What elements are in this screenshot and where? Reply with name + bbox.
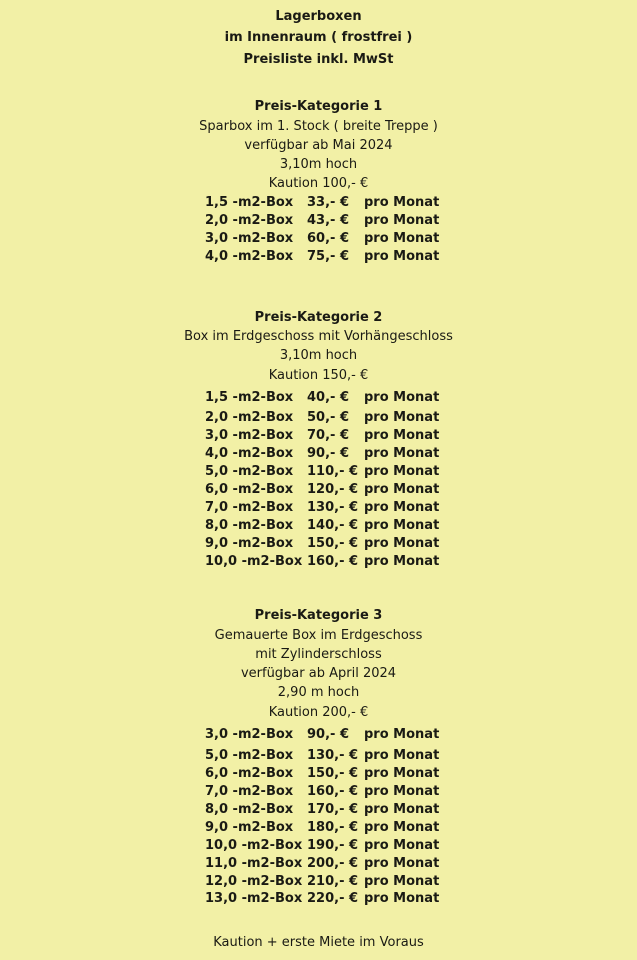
- box-size: 3,0 -m2-Box: [205, 231, 294, 246]
- category-1-heading: Preis-Kategorie 1: [254, 99, 383, 114]
- footer-note: Kaution + erste Miete im Voraus: [213, 935, 424, 950]
- box-price: 60,- €: [307, 231, 349, 246]
- box-price: 160,- €: [307, 784, 359, 799]
- price-period: pro Monat: [364, 536, 440, 551]
- price-row: [0, 481, 637, 499]
- box-size: 12,0 -m2-Box: [205, 874, 303, 889]
- price-period: pro Monat: [364, 500, 440, 515]
- price-row: [0, 194, 637, 212]
- box-size: 1,5 -m2-Box: [205, 195, 294, 210]
- price-period: pro Monat: [364, 195, 440, 210]
- price-row: [0, 765, 637, 783]
- category-3-detail: 2,90 m hoch: [277, 685, 360, 700]
- box-price: 150,- €: [307, 536, 359, 551]
- box-size: 2,0 -m2-Box: [205, 410, 294, 425]
- price-row: [0, 890, 637, 908]
- box-price: 90,- €: [307, 446, 349, 461]
- box-size: 4,0 -m2-Box: [205, 446, 294, 461]
- price-row: [0, 783, 637, 801]
- box-size: 10,0 -m2-Box: [205, 554, 303, 569]
- box-size: 9,0 -m2-Box: [205, 536, 294, 551]
- category-2-heading: Preis-Kategorie 2: [254, 310, 383, 325]
- price-period: pro Monat: [364, 727, 440, 742]
- box-price: 140,- €: [307, 518, 359, 533]
- price-period: pro Monat: [364, 802, 440, 817]
- box-price: 220,- €: [307, 891, 359, 906]
- box-size: 3,0 -m2-Box: [205, 428, 294, 443]
- price-period: pro Monat: [364, 231, 440, 246]
- box-size: 4,0 -m2-Box: [205, 249, 294, 264]
- category-1-detail: Sparbox im 1. Stock ( breite Treppe ): [199, 119, 438, 134]
- title: Lagerboxen: [275, 9, 362, 24]
- box-price: 130,- €: [307, 748, 359, 763]
- price-period: pro Monat: [364, 748, 440, 763]
- price-row: [0, 747, 637, 765]
- box-price: 33,- €: [307, 195, 349, 210]
- box-price: 170,- €: [307, 802, 359, 817]
- price-row: [0, 819, 637, 837]
- box-price: 90,- €: [307, 727, 349, 742]
- price-row: [0, 517, 637, 535]
- box-price: 130,- €: [307, 500, 359, 515]
- box-size: 13,0 -m2-Box: [205, 891, 303, 906]
- category-2-detail: 3,10m hoch: [279, 348, 358, 363]
- box-size: 7,0 -m2-Box: [205, 784, 294, 799]
- price-period: pro Monat: [364, 428, 440, 443]
- price-row: [0, 801, 637, 819]
- box-size: 5,0 -m2-Box: [205, 748, 294, 763]
- price-row: [0, 553, 637, 571]
- box-price: 150,- €: [307, 766, 359, 781]
- price-period: pro Monat: [364, 249, 440, 264]
- category-3-detail: mit Zylinderschloss: [255, 647, 382, 662]
- box-size: 3,0 -m2-Box: [205, 727, 294, 742]
- price-period: pro Monat: [364, 213, 440, 228]
- box-size: 6,0 -m2-Box: [205, 482, 294, 497]
- box-price: 200,- €: [307, 856, 359, 871]
- price-row: [0, 535, 637, 553]
- category-1-detail: 3,10m hoch: [279, 157, 358, 172]
- box-price: 70,- €: [307, 428, 349, 443]
- price-row: [0, 248, 637, 266]
- box-size: 9,0 -m2-Box: [205, 820, 294, 835]
- box-size: 7,0 -m2-Box: [205, 500, 294, 515]
- price-row: [0, 855, 637, 873]
- price-row: [0, 409, 637, 427]
- price-note: Preisliste inkl. MwSt: [243, 52, 394, 67]
- price-period: pro Monat: [364, 464, 440, 479]
- box-price: 160,- €: [307, 554, 359, 569]
- box-price: 190,- €: [307, 838, 359, 853]
- box-size: 1,5 -m2-Box: [205, 390, 294, 405]
- box-size: 10,0 -m2-Box: [205, 838, 303, 853]
- box-price: 180,- €: [307, 820, 359, 835]
- box-size: 11,0 -m2-Box: [205, 856, 303, 871]
- price-period: pro Monat: [364, 446, 440, 461]
- price-period: pro Monat: [364, 390, 440, 405]
- price-period: pro Monat: [364, 820, 440, 835]
- price-row: [0, 463, 637, 481]
- price-period: pro Monat: [364, 874, 440, 889]
- price-period: pro Monat: [364, 766, 440, 781]
- box-price: 120,- €: [307, 482, 359, 497]
- category-3-deposit: Kaution 200,- €: [268, 705, 369, 720]
- category-3-detail: Gemauerte Box im Erdgeschoss: [214, 628, 423, 643]
- price-row: [0, 445, 637, 463]
- subtitle: im Innenraum ( frostfrei ): [224, 30, 413, 45]
- price-row: [0, 499, 637, 517]
- category-2-deposit: Kaution 150,- €: [268, 368, 369, 383]
- price-period: pro Monat: [364, 518, 440, 533]
- price-row: [0, 837, 637, 855]
- price-period: pro Monat: [364, 410, 440, 425]
- category-2-detail: Box im Erdgeschoss mit Vorhängeschloss: [184, 329, 453, 344]
- price-period: pro Monat: [364, 482, 440, 497]
- price-row: [0, 230, 637, 248]
- category-1-deposit: Kaution 100,- €: [268, 176, 369, 191]
- box-size: 5,0 -m2-Box: [205, 464, 294, 479]
- box-size: 2,0 -m2-Box: [205, 213, 294, 228]
- price-row: [0, 873, 637, 891]
- box-size: 8,0 -m2-Box: [205, 518, 294, 533]
- price-row: [0, 427, 637, 445]
- price-period: pro Monat: [364, 554, 440, 569]
- box-price: 110,- €: [307, 464, 359, 479]
- box-price: 50,- €: [307, 410, 349, 425]
- price-row: [0, 212, 637, 230]
- box-price: 210,- €: [307, 874, 359, 889]
- price-period: pro Monat: [364, 784, 440, 799]
- price-row: [0, 726, 637, 744]
- box-price: 75,- €: [307, 249, 349, 264]
- category-1-detail: verfügbar ab Mai 2024: [244, 138, 393, 153]
- box-price: 43,- €: [307, 213, 349, 228]
- box-size: 6,0 -m2-Box: [205, 766, 294, 781]
- box-size: 8,0 -m2-Box: [205, 802, 294, 817]
- category-3-detail: verfügbar ab April 2024: [240, 666, 397, 681]
- box-price: 40,- €: [307, 390, 349, 405]
- category-3-heading: Preis-Kategorie 3: [254, 608, 383, 623]
- price-period: pro Monat: [364, 891, 440, 906]
- price-period: pro Monat: [364, 856, 440, 871]
- price-row: [0, 389, 637, 407]
- price-period: pro Monat: [364, 838, 440, 853]
